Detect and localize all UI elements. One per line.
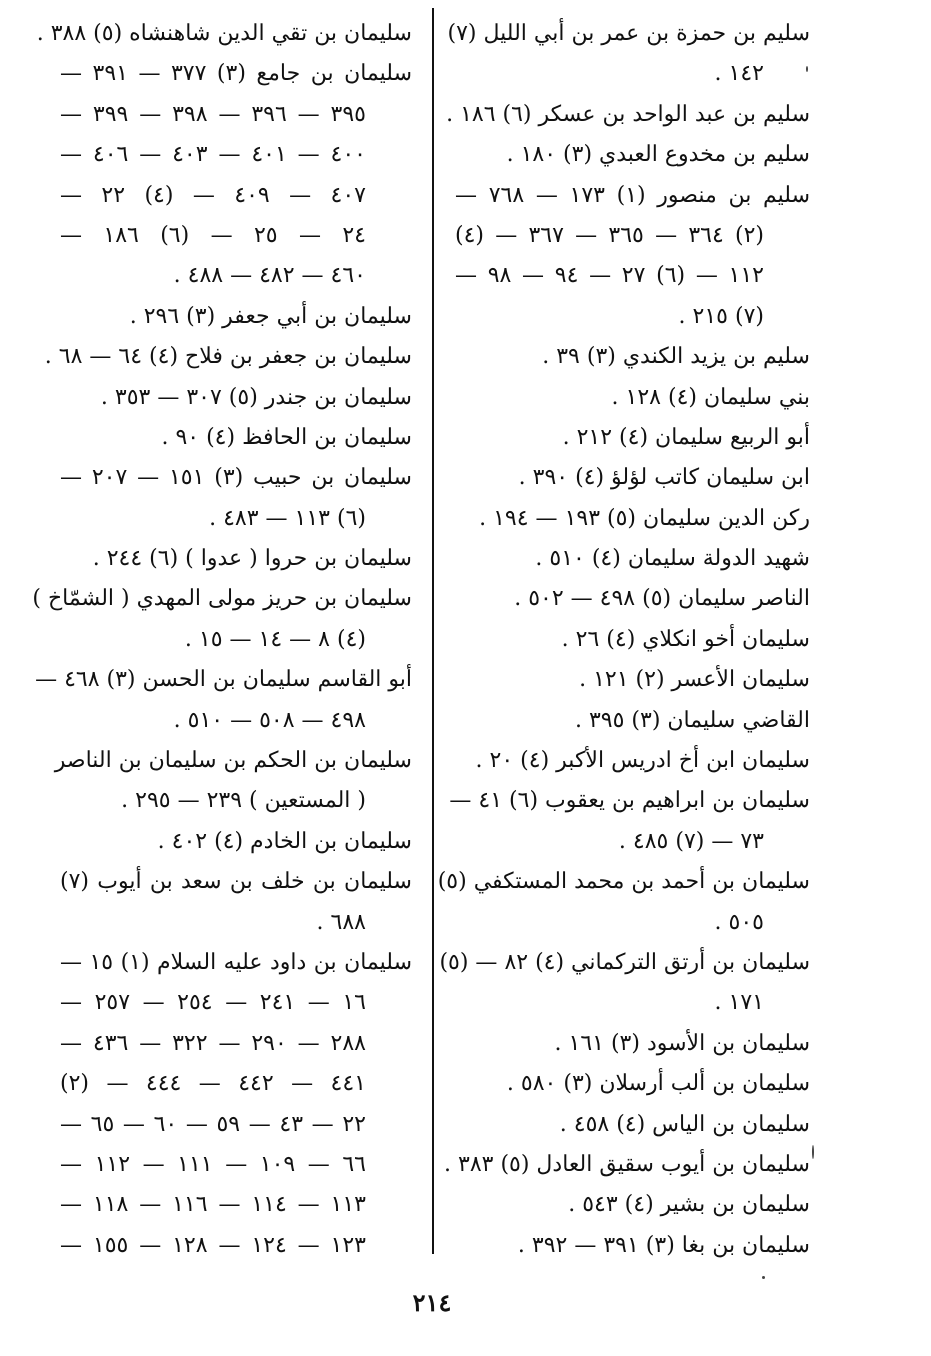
index-entry: سليمان بن أبي جعفر (٣) ٢٩٦ .: [129, 303, 412, 329]
index-entry: شهيد الدولة سليمان (٤) ٥١٠ .: [535, 546, 810, 572]
index-continuation-line: ٧٣ — (٧) ٤٨٥ .: [618, 828, 764, 854]
index-continuation-line: ٢٨٨ — ٢٩٠ — ٣٢٢ — ٤٣٦ —: [60, 1030, 366, 1056]
index-continuation-line: ٦٦ — ١٠٩ — ١١١ — ١١٢ —: [60, 1151, 366, 1177]
index-entry: الناصر سليمان (٥) ٤٩٨ — ٥٠٢ .: [514, 586, 810, 612]
index-entry: سليمان بن أحمد بن محمد المستكفي (٥): [437, 869, 810, 895]
index-entry: بني سليمان (٤) ١٢٨ .: [611, 384, 810, 410]
index-continuation-line: ٥٠٥ .: [714, 909, 764, 935]
index-continuation-line: ١٢٣ — ١٢٤ — ١٢٨ — ١٥٥ —: [60, 1232, 366, 1258]
index-continuation-line: ٣٩٥ — ٣٩٦ — ٣٩٨ — ٣٩٩ —: [60, 101, 366, 127]
index-entry: ركن الدين سليمان (٥) ١٩٣ — ١٩٤ .: [479, 505, 810, 531]
index-entry: سليمان بن جامع (٣) ٣٧٧ — ٣٩١ —: [60, 61, 412, 87]
index-entry: سليمان بن خلف بن سعد بن أيوب (٧): [60, 869, 412, 895]
index-entry: ابن سليمان كاتب لؤلؤ (٤) ٣٩٠ .: [518, 465, 810, 491]
index-entry: سليمان بن الأسود (٣) ١٦١ .: [554, 1030, 810, 1056]
index-continuation-line: (٢) ٣٦٤ — ٣٦٥ — ٣٦٧ — (٤): [455, 222, 764, 248]
index-continuation-line: (٦) ١١٣ — ٤٨٣ .: [209, 505, 366, 531]
right-column: [437, 14, 811, 1266]
index-entry: سليم بن عبد الواحد بن عسكر (٦) ١٨٦ .: [446, 101, 810, 127]
index-entry: سليمان بن ألب أرسلان (٣) ٥٨٠ .: [506, 1071, 810, 1097]
index-entry: سليمان بن أرتق التركماني (٤) ٨٢ — (٥): [439, 949, 810, 975]
index-entry: سليمان ابن أخ ادريس الأكبر (٤) ٢٠ .: [475, 748, 810, 774]
index-entry: سليمان الأعسر (٢) ١٢١ .: [579, 667, 810, 693]
index-entry: القاضي سليمان (٣) ٣٩٥ .: [574, 707, 810, 733]
index-entry: سليمان أخو انكلاي (٤) ٢٦ .: [561, 626, 810, 652]
index-entry: سليمان بن حريز مولى المهدي ( الشمّاخ ): [32, 586, 412, 612]
index-continuation-line: ٤٦٠ — ٤٨٢ — ٤٨٨ .: [173, 263, 366, 289]
index-continuation-line: ١٤٢ .: [714, 61, 764, 87]
left-column: [32, 14, 413, 1266]
print-speck: [806, 66, 808, 72]
index-entry: سليمان بن جعفر بن فلاح (٤) ٦٤ — ٦٨ .: [44, 344, 412, 370]
index-continuation-line: ١٧١ .: [714, 990, 764, 1016]
index-continuation-line: ١٦ — ٢٤١ — ٢٥٤ — ٢٥٧ —: [60, 990, 366, 1016]
index-continuation-line: ١١٣ — ١١٤ — ١١٦ — ١١٨ —: [60, 1192, 366, 1218]
index-entry: سليم بن يزيد الكندي (٣) ٣٩ .: [542, 344, 810, 370]
index-entry: سليمان بن ابراهيم بن يعقوب (٦) ٤١ —: [449, 788, 810, 814]
index-continuation-line: (٧) ٢١٥ .: [678, 303, 764, 329]
index-continuation-line: ٤٩٨ — ٥٠٨ — ٥١٠ .: [173, 707, 366, 733]
index-entry: سليمان بن أيوب سقيق العادل (٥) ٣٨٣ .: [444, 1151, 810, 1177]
index-continuation-line: ٢٢ — ٤٣ — ٥٩ — ٦٠ — ٦٥ —: [60, 1111, 366, 1137]
index-continuation-line: ٤٠٠ — ٤٠١ — ٤٠٣ — ٤٠٦ —: [60, 142, 366, 168]
print-speck: [812, 1145, 814, 1159]
index-entry: سليمان بن بشير (٤) ٥٤٣ .: [568, 1192, 810, 1218]
index-entry: سليمان بن تقي الدين شاهنشاه (٥) ٣٨٨ .: [36, 21, 412, 46]
index-continuation-line: ٦٨٨ .: [316, 909, 366, 935]
page-number: ٢١٤: [412, 1288, 452, 1317]
index-continuation-line: (٤) ٨ — ١٤ — ١٥ .: [184, 626, 366, 652]
index-entry: سليمان بن حروا ( عدوا ) (٦) ٢٤٤ .: [92, 546, 412, 572]
index-entry: أبو الربيع سليمان (٤) ٢١٢ .: [562, 424, 810, 450]
print-speck: [762, 1276, 765, 1279]
index-entry: سليمان بن الحافظ (٤) ٩٠ .: [161, 424, 412, 450]
index-continuation-line: ٤٤١ — ٤٤٢ — ٤٤٤ — (٢): [60, 1071, 366, 1097]
index-entry: سليم بن حمزة بن عمر بن أبي الليل (٧): [447, 21, 810, 46]
index-continuation-line: ٢٤ — ٢٥ — (٦) ١٨٦ —: [60, 222, 366, 248]
index-entry: أبو القاسم سليمان بن الحسن (٣) ٤٦٨ —: [35, 667, 412, 693]
index-continuation-line: ( المستعين ) ٢٣٩ — ٢٩٥ .: [121, 788, 366, 814]
index-entry: سليمان بن بغا (٣) ٣٩١ — ٣٩٢ .: [517, 1232, 810, 1258]
index-entry: سليمان بن جندر (٥) ٣٠٧ — ٣٥٣ .: [100, 384, 412, 410]
index-entry: سليمان بن الخادم (٤) ٤٠٢ .: [157, 828, 412, 854]
index-entry: سليمان بن داود عليه السلام (١) ١٥ —: [60, 949, 413, 975]
index-continuation-line: ١١٢ — (٦) ٢٧ — ٩٤ — ٩٨ —: [455, 263, 764, 289]
index-entry: سليمان بن حبيب (٣) ١٥١ — ٢٠٧ —: [60, 465, 412, 491]
index-entry: سليمان بن الياس (٤) ٤٥٨ .: [559, 1111, 810, 1137]
index-entry: سليم بن منصور (١) ١٧٣ — ٧٦٨ —: [455, 182, 811, 208]
index-entry: سليمان بن الحكم بن سليمان بن الناصر: [54, 748, 412, 774]
index-continuation-line: ٤٠٧ — ٤٠٩ — (٤) ٢٢ —: [60, 182, 366, 208]
column-divider: [432, 8, 434, 1254]
index-entry: سليم بن مخدوع العبدي (٣) ١٨٠ .: [506, 142, 810, 168]
